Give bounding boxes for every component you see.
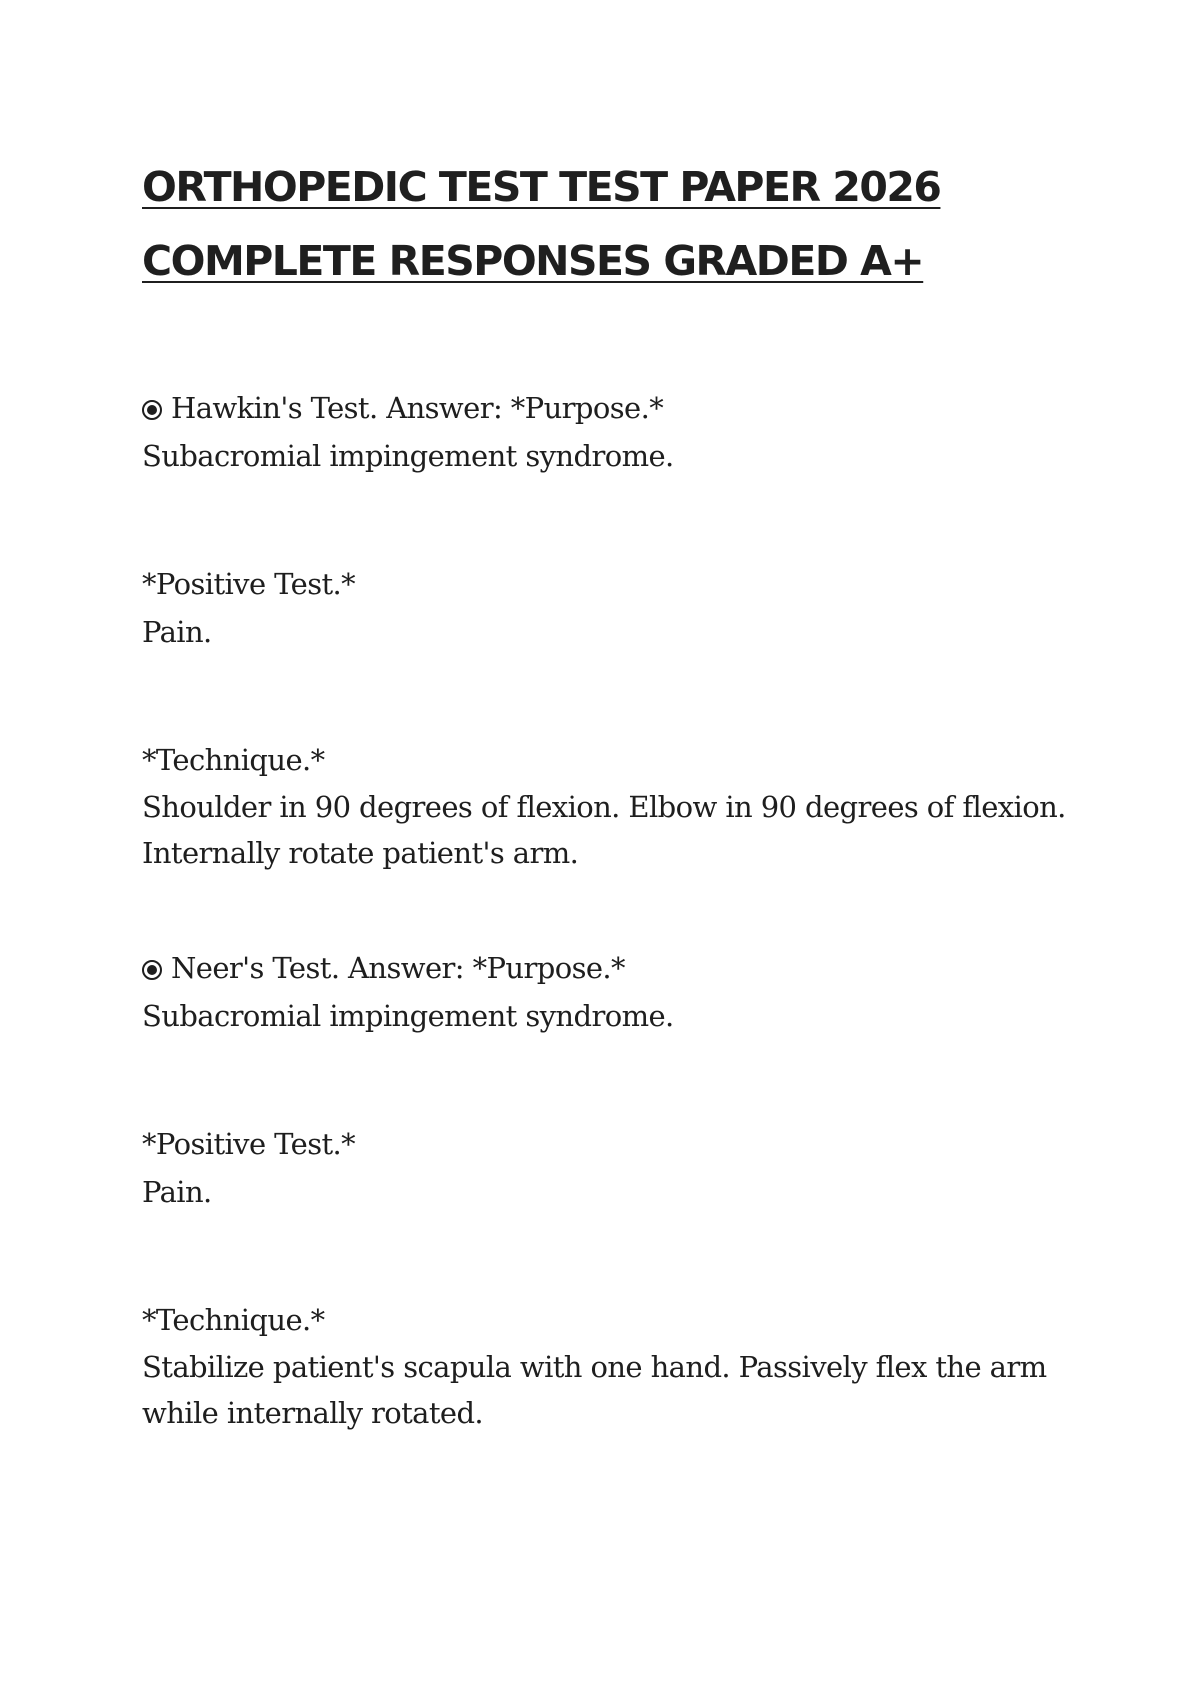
radio-bullet-icon	[142, 400, 162, 420]
document-title-line-1: ORTHOPEDIC TEST TEST PAPER 2026	[142, 163, 941, 211]
radio-bullet-icon	[142, 960, 162, 980]
question-line	[142, 944, 1072, 992]
question-entry	[142, 384, 1072, 876]
technique-label: *Technique.*	[142, 1303, 325, 1337]
document-title	[142, 150, 1072, 298]
question-entry	[142, 944, 1072, 1436]
positive-test-answer: Pain.	[142, 1175, 212, 1209]
question-text: Neer's Test. Answer: *Purpose.*	[171, 951, 625, 985]
question-text: Hawkin's Test. Answer: *Purpose.*	[171, 391, 664, 425]
purpose-answer: Subacromial impingement syndrome.	[142, 999, 674, 1033]
document-content	[142, 384, 1072, 1436]
technique-answer-line-2: Internally rotate patient's arm.	[142, 836, 579, 870]
document-page	[142, 150, 1072, 1436]
technique-answer	[142, 784, 1072, 876]
technique-label: *Technique.*	[142, 743, 325, 777]
technique-answer	[142, 1344, 1072, 1436]
technique-answer-line-1: Stabilize patient's scapula with one hand. Passively flex the arm	[142, 1350, 1047, 1384]
technique-answer-line-1: Shoulder in 90 degrees of flexion. Elbow in 90 degrees of flexion.	[142, 790, 1066, 824]
question-line	[142, 384, 1072, 432]
document-title-line-2: COMPLETE RESPONSES GRADED A+	[142, 237, 924, 285]
purpose-answer: Subacromial impingement syndrome.	[142, 439, 674, 473]
technique-answer-line-2: while internally rotated.	[142, 1396, 484, 1430]
positive-test-label: *Positive Test.*	[142, 567, 356, 601]
positive-test-answer: Pain.	[142, 615, 212, 649]
positive-test-label: *Positive Test.*	[142, 1127, 356, 1161]
